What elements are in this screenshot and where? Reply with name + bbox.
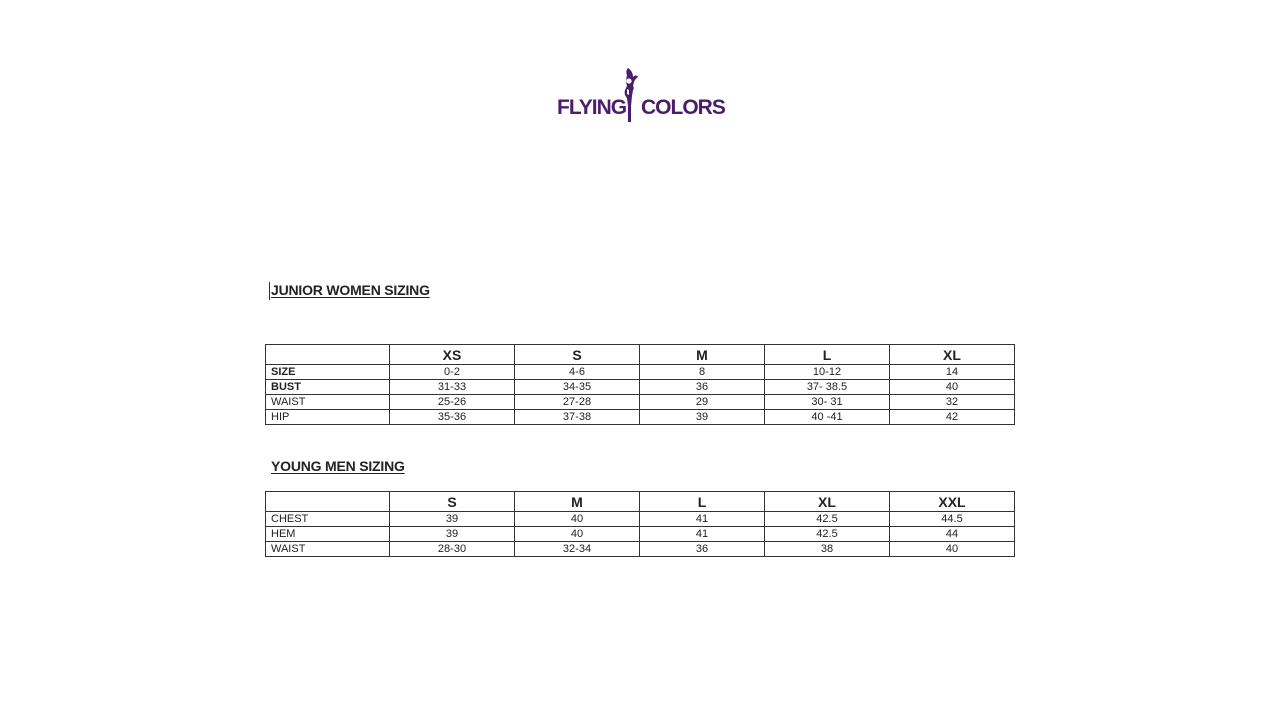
table-cell: 30- 31 xyxy=(765,395,890,410)
table-cell: 14 xyxy=(890,365,1015,380)
table-cell: 40 xyxy=(890,542,1015,557)
young-men-title: YOUNG MEN SIZING xyxy=(271,458,405,474)
table-cell: 32-34 xyxy=(515,542,640,557)
header-cell xyxy=(266,345,390,365)
flying-colors-logo xyxy=(557,66,727,124)
header-cell: M xyxy=(515,492,640,512)
table-cell: 35-36 xyxy=(390,410,515,425)
logo-text-left: FLYING xyxy=(557,96,627,119)
young-men-table xyxy=(265,491,1015,557)
table-cell: 40 -41 xyxy=(765,410,890,425)
table-cell: 31-33 xyxy=(390,380,515,395)
table-cell: 4-6 xyxy=(515,365,640,380)
table-cell: 40 xyxy=(515,527,640,542)
row-label: HEM xyxy=(266,527,390,542)
table-row xyxy=(266,395,1015,410)
header-cell: S xyxy=(390,492,515,512)
table-cell: 0-2 xyxy=(390,365,515,380)
table-cell: 44 xyxy=(890,527,1015,542)
table-cell: 25-26 xyxy=(390,395,515,410)
row-label: BUST xyxy=(266,380,390,395)
table-cell: 10-12 xyxy=(765,365,890,380)
table-cell: 32 xyxy=(890,395,1015,410)
table-cell: 38 xyxy=(765,542,890,557)
header-cell: S xyxy=(515,345,640,365)
row-label: HIP xyxy=(266,410,390,425)
row-label: WAIST xyxy=(266,542,390,557)
table-cell: 42.5 xyxy=(765,512,890,527)
table-row xyxy=(266,380,1015,395)
row-label: SIZE xyxy=(266,365,390,380)
row-label: CHEST xyxy=(266,512,390,527)
table-header-row xyxy=(266,492,1015,512)
table-cell: 39 xyxy=(640,410,765,425)
table-cell: 44.5 xyxy=(890,512,1015,527)
row-label: WAIST xyxy=(266,395,390,410)
table-row xyxy=(266,527,1015,542)
table-cell: 40 xyxy=(890,380,1015,395)
table-row xyxy=(266,365,1015,380)
table-cell: 37-38 xyxy=(515,410,640,425)
header-cell xyxy=(266,492,390,512)
header-cell: L xyxy=(640,492,765,512)
flag-bearer-icon xyxy=(619,66,643,124)
table-header-row xyxy=(266,345,1015,365)
table-cell: 36 xyxy=(640,380,765,395)
junior-women-title: JUNIOR WOMEN SIZING xyxy=(271,282,430,298)
table-row xyxy=(266,512,1015,527)
table-cell: 29 xyxy=(640,395,765,410)
header-cell: XXL xyxy=(890,492,1015,512)
table-cell: 36 xyxy=(640,542,765,557)
table-cell: 41 xyxy=(640,512,765,527)
table-cell: 42 xyxy=(890,410,1015,425)
table-cell: 40 xyxy=(515,512,640,527)
table-row xyxy=(266,410,1015,425)
table-cell: 42.5 xyxy=(765,527,890,542)
table-cell: 37- 38.5 xyxy=(765,380,890,395)
header-cell: XS xyxy=(390,345,515,365)
header-cell: M xyxy=(640,345,765,365)
table-cell: 27-28 xyxy=(515,395,640,410)
table-cell: 39 xyxy=(390,527,515,542)
header-cell: XL xyxy=(890,345,1015,365)
junior-women-table xyxy=(265,344,1015,425)
logo-text-right: COLORS xyxy=(641,96,725,119)
table-cell: 34-35 xyxy=(515,380,640,395)
table-cell: 28-30 xyxy=(390,542,515,557)
table-cell: 41 xyxy=(640,527,765,542)
header-cell: XL xyxy=(765,492,890,512)
table-cell: 8 xyxy=(640,365,765,380)
table-cell: 39 xyxy=(390,512,515,527)
table-row xyxy=(266,542,1015,557)
header-cell: L xyxy=(765,345,890,365)
